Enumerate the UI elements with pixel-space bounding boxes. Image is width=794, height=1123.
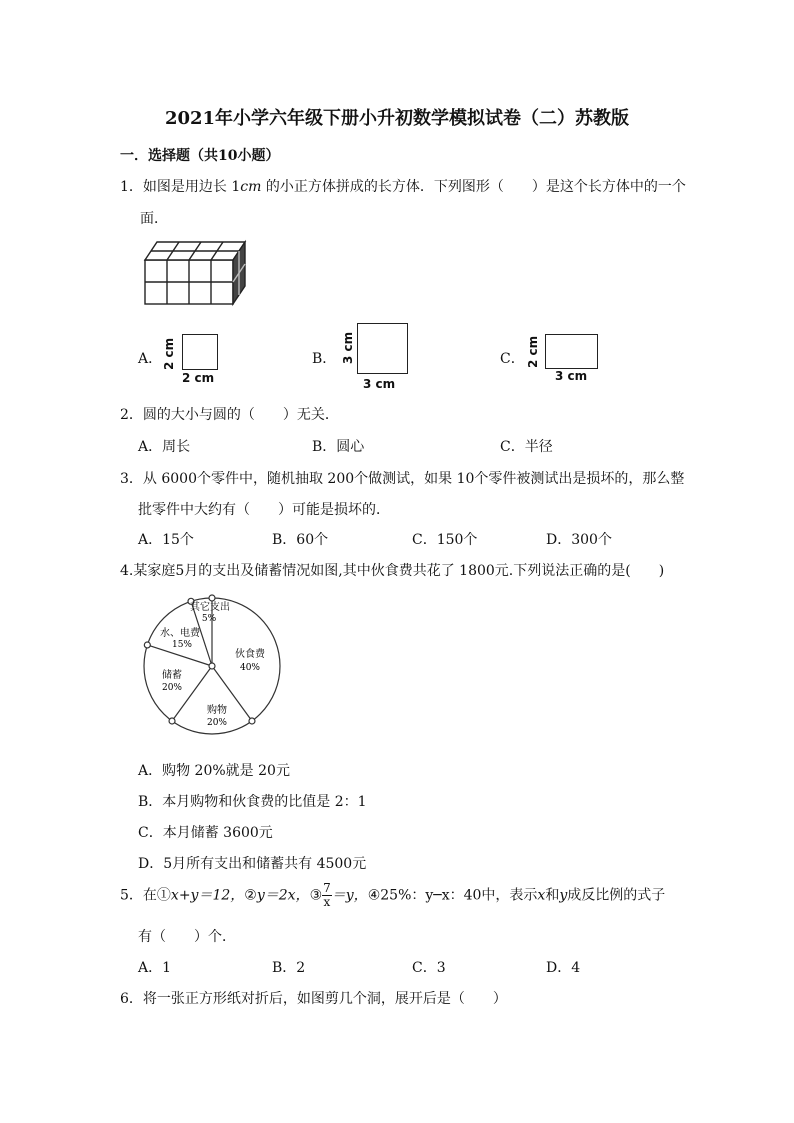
q1-option-b-side-label: 3 cm	[341, 331, 355, 364]
page-title: 2021年小学六年级下册小升初数学模拟试卷（二）苏教版	[164, 108, 630, 129]
q2-option-b[interactable]: B．圆心	[312, 439, 365, 455]
q2-option-c[interactable]: C．半径	[500, 439, 553, 455]
question-3-line2: 批零件中大约有（ ）可能是损坏的．	[138, 502, 390, 518]
fraction-7-over-x: $\frac{7}{x}$	[323, 881, 331, 909]
pie-label-utilities-name: 水、电费	[160, 628, 200, 639]
question-1-line1: 1．如图是用边长 1cm 的小正方体拼成的长方体．下列图形（ ）是这个长方体中的一个	[120, 179, 686, 195]
cuboid-figure	[143, 238, 248, 308]
question-1-line2: 面．	[140, 211, 168, 227]
q5-option-c[interactable]: C．3	[412, 960, 446, 976]
q1-option-c-label[interactable]: C．	[500, 351, 525, 367]
pie-label-utilities-pct: 15%	[171, 640, 193, 650]
question-3-line1: 3．从 6000个零件中，随机抽取 200个做测试，如果 10个零件被测试出是损坏的，那么整	[120, 471, 685, 487]
pie-label-shopping-name: 购物	[207, 705, 227, 716]
section-heading: 一．选择题（共10小题）	[120, 148, 280, 164]
pie-boundary-marker-1	[249, 718, 255, 724]
q1-option-c-bottom-label: 3 cm	[555, 369, 588, 383]
question-5-line1: 5．在①x+y＝12，②y＝2x，③ $\frac{7}{x}$ ＝y，④25%：y─x：40中，表示x和y成反比例的式子	[120, 881, 666, 909]
q1-option-a-label[interactable]: A．	[138, 351, 163, 367]
q5-option-a[interactable]: A．1	[138, 960, 172, 976]
pie-label-shopping-pct: 20%	[206, 718, 228, 728]
q4-option-a[interactable]: A．购物 20%就是 20元	[138, 763, 290, 779]
pie-boundary-marker-3	[144, 642, 150, 648]
q1-option-c-shape[interactable]	[545, 334, 598, 369]
pie-label-savings-pct: 20%	[161, 683, 183, 693]
q3-option-d[interactable]: D．300个	[546, 532, 612, 548]
q3-option-b[interactable]: B．60个	[272, 532, 329, 548]
q1-option-c-side-label: 2 cm	[526, 335, 540, 368]
q1-option-a-shape[interactable]	[182, 334, 218, 370]
pie-center-marker	[209, 663, 215, 669]
pie-label-savings-name: 储蓄	[162, 670, 182, 681]
q2-option-a[interactable]: A．周长	[138, 439, 191, 455]
q1-option-b-bottom-label: 3 cm	[363, 377, 396, 391]
q5-option-d[interactable]: D．4	[546, 960, 581, 976]
pie-label-food-name: 伙食费	[235, 649, 265, 660]
q1-option-b-label[interactable]: B．	[312, 351, 337, 367]
question-2: 2．圆的大小与圆的（ ）无关．	[120, 407, 339, 423]
question-6: 6．将一张正方形纸对折后，如图剪几个洞，展开后是（ ）	[120, 991, 507, 1007]
question-5-line2: 有（ ）个．	[138, 929, 236, 945]
pie-label-other-pct: 5%	[201, 614, 217, 624]
q3-option-c[interactable]: C．150个	[412, 532, 478, 548]
q5-option-b[interactable]: B．2	[272, 960, 306, 976]
question-4: 4.某家庭5月的支出及储蓄情况如图,其中伙食费共花了 1800元.下列说法正确的是( )	[120, 563, 665, 579]
q3-option-a[interactable]: A．15个	[138, 532, 194, 548]
pie-label-food-pct: 40%	[239, 663, 261, 673]
pie-label-other-name: 其它支出	[190, 602, 230, 613]
pie-boundary-marker-2	[169, 718, 175, 724]
pie-chart	[140, 592, 290, 740]
q1-option-b-shape[interactable]	[357, 323, 408, 374]
pie-boundary-marker-0	[209, 595, 215, 601]
q1-option-a-bottom-label: 2 cm	[182, 371, 215, 385]
q4-option-d[interactable]: D．5月所有支出和储蓄共有 4500元	[138, 856, 367, 872]
q4-option-c[interactable]: C．本月储蓄 3600元	[138, 825, 273, 841]
q1-option-a-side-label: 2 cm	[162, 337, 176, 370]
q4-option-b[interactable]: B．本月购物和伙食费的比值是 2：1	[138, 794, 367, 810]
